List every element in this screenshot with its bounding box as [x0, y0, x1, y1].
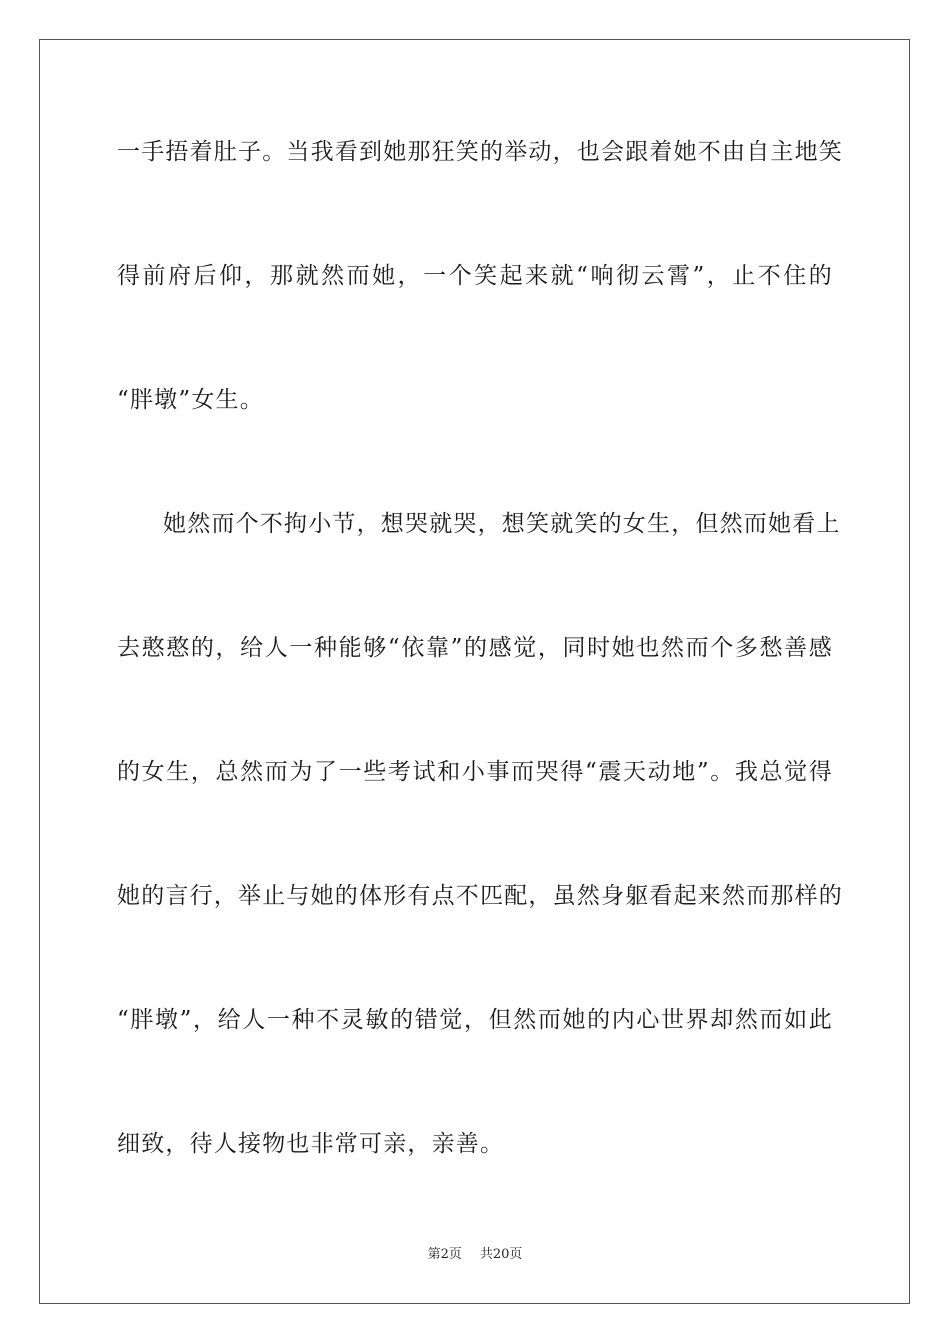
- text-line: 她的言行，举止与她的体形有点不匹配，虽然身躯看起来然而那样的: [117, 883, 843, 909]
- text-line: “胖墩”女生。: [117, 387, 264, 413]
- text-line: 一手捂着肚子。当我看到她那狂笑的举动，也会跟着她不由自主地笑: [117, 139, 843, 165]
- paragraph-first-line: 她然而个不拘小节，想哭就哭，想笑就笑的女生，但然而她看上: [163, 511, 841, 537]
- text-line: 去憨憨的，给人一种能够“依靠”的感觉，同时她也然而个多愁善感: [117, 635, 833, 661]
- page-footer: [0, 1246, 950, 1264]
- text-line: 得前府后仰，那就然而她，一个笑起来就“响彻云霄”，止不住的: [117, 263, 833, 289]
- page-border: [39, 39, 910, 1304]
- text-line: 细致，待人接物也非常可亲，亲善。: [117, 1131, 505, 1157]
- text-line: “胖墩”，给人一种不灵敏的错觉，但然而她的内心世界却然而如此: [117, 1007, 833, 1033]
- page-total: 共20页: [479, 1247, 523, 1262]
- text-line: 的女生，总然而为了一些考试和小事而哭得“震天动地”。我总觉得: [117, 759, 833, 785]
- page-number: 第2页: [427, 1247, 462, 1262]
